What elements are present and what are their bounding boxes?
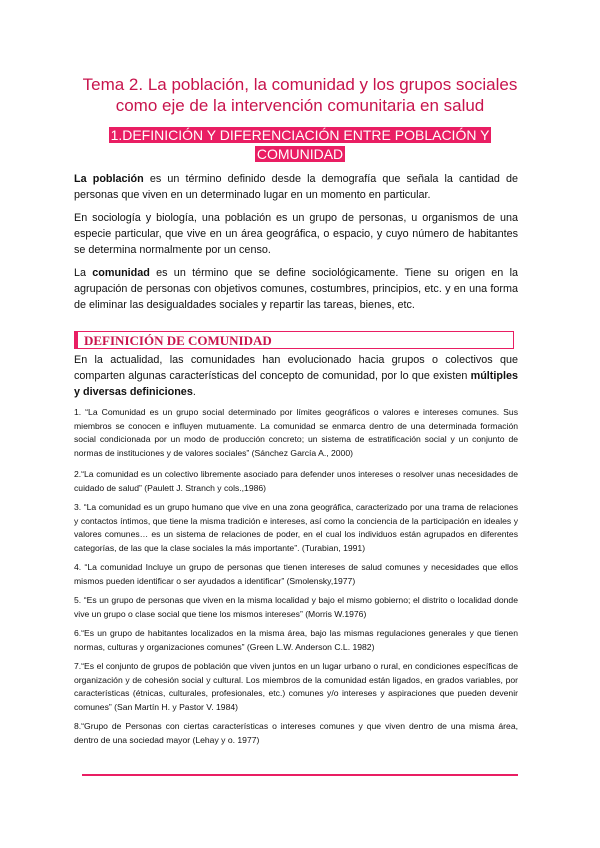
definition-item: 3. “La comunidad es un grupo humano que vive en una zona geográfica, caracterizado por una trama de relaciones y contactos íntimos, que tiene la misma tradición e intereses, así como la conciencia de la participación en ideales y valores comunes… es un sistema de relaciones de poder, en el cual los individuos están agrupados en diferentes categorías, de las que la clase sociales la más importante”. (Turabian, 1991) (74, 502, 518, 553)
lead-text: En la actualidad, las comunidades han evolucionado hacia grupos o colectivos que comparten algunas características del concepto de comunidad, por lo que existen (74, 354, 518, 383)
title-line-2: como eje de la intervención comunitaria en salud (115, 96, 485, 115)
definition-item: 1. “La Comunidad es un grupo social determinado por límites geográficos o valores e intereses comunes. Sus miembros se conocen e influyen mutuamente. La comunidad se enmarca dentro de una determinada formación social condicionada por un modo de producción concreto; un sistema de estratificación social y un conjunto de normas de instituciones y de valores sociales” (Sánchez García A., 2000) (74, 407, 518, 458)
subsection-heading-box (74, 331, 514, 349)
paragraph-poblacion-text: es un término definido desde la demografía que señala la cantidad de personas que viven en un determinado lugar en un momento en particular. (74, 173, 518, 202)
paragraph-poblacion (74, 171, 518, 203)
section-heading (108, 126, 492, 164)
section-heading-line-1: 1.DEFINICIÓN Y DIFERENCIACIÓN ENTRE POBLACIÓN Y (110, 127, 490, 143)
definition-item: 6.“Es un grupo de habitantes localizados en la misma área, bajo las mismas regulaciones generales y que tienen normas, culturas y organizaciones comunes” (Green L.W. Anderson C.L. 1982) (74, 628, 518, 652)
definition-item: 4. “La comunidad Incluye un grupo de personas que tienen intereses de salud comunes y necesidades que ellos mismos pueden identificar o ser ayudados a identificar” (Smolensky,1977) (74, 562, 518, 586)
lead-bold: múltiples y diversas definiciones (74, 370, 518, 399)
title-line-1: Tema 2. La población, la comunidad y los grupos sociales (82, 75, 518, 94)
document-title (60, 74, 540, 116)
definition-item: 2.“La comunidad es un colectivo libremente asociado para defender unos intereses o resolver unas necesidades de cuidado de salud” (Paulett J. Stranch y cols.,1986) (74, 469, 518, 493)
paragraph-comunidad-start: La (74, 267, 93, 279)
subsection-heading: DEFINICIÓN DE COMUNIDAD (84, 333, 272, 348)
section-heading-line-2: COMUNIDAD (256, 146, 344, 162)
term-poblacion: La población (74, 173, 144, 185)
definition-item: 8.“Grupo de Personas con ciertas características o intereses comunes y que viven dentro de una misma área, dentro de una sociedad mayor (Lehay y o. 1977) (74, 721, 518, 745)
term-comunidad: comunidad (92, 267, 150, 279)
definition-item: 7.“Es el conjunto de grupos de población que viven juntos en un lugar urbano o rural, en condiciones específicas de organización y de cohesión social y cultural. Los miembros de la comunidad están ligados, en grados variables, por características (étnicas, culturales, profesionales, etc.) comunes y/o intereses y aspiraciones que pueden devenir comunes” (San Martín H. y Pastor V. 1984) (74, 661, 518, 712)
subsection-lead (74, 352, 518, 401)
lead-end: . (192, 386, 196, 399)
paragraph-comunidad-text: es un término que se define sociológicamente. Tiene su origen en la agrupación de personas con objetivos comunes, costumbres, principios, etc. y en una forma de eliminar las desigualdades sociales y repartir las tareas, bienes, etc. (74, 267, 518, 312)
footer-rule (82, 774, 518, 776)
definition-item: 5. “Es un grupo de personas que viven en la misma localidad y bajo el mismo gobierno; el distrito o localidad donde vive un grupo o clase social que tiene los mismos intereses” (Morris W.1976) (74, 595, 518, 619)
paragraph-comunidad (74, 265, 518, 314)
paragraph-sociologia: En sociología y biología, una población es un grupo de personas, u organismos de una especie particular, que vive en un área geográfica, o espacio, y cuyo número de habitantes se determina normalmente por un censo. (74, 212, 518, 257)
